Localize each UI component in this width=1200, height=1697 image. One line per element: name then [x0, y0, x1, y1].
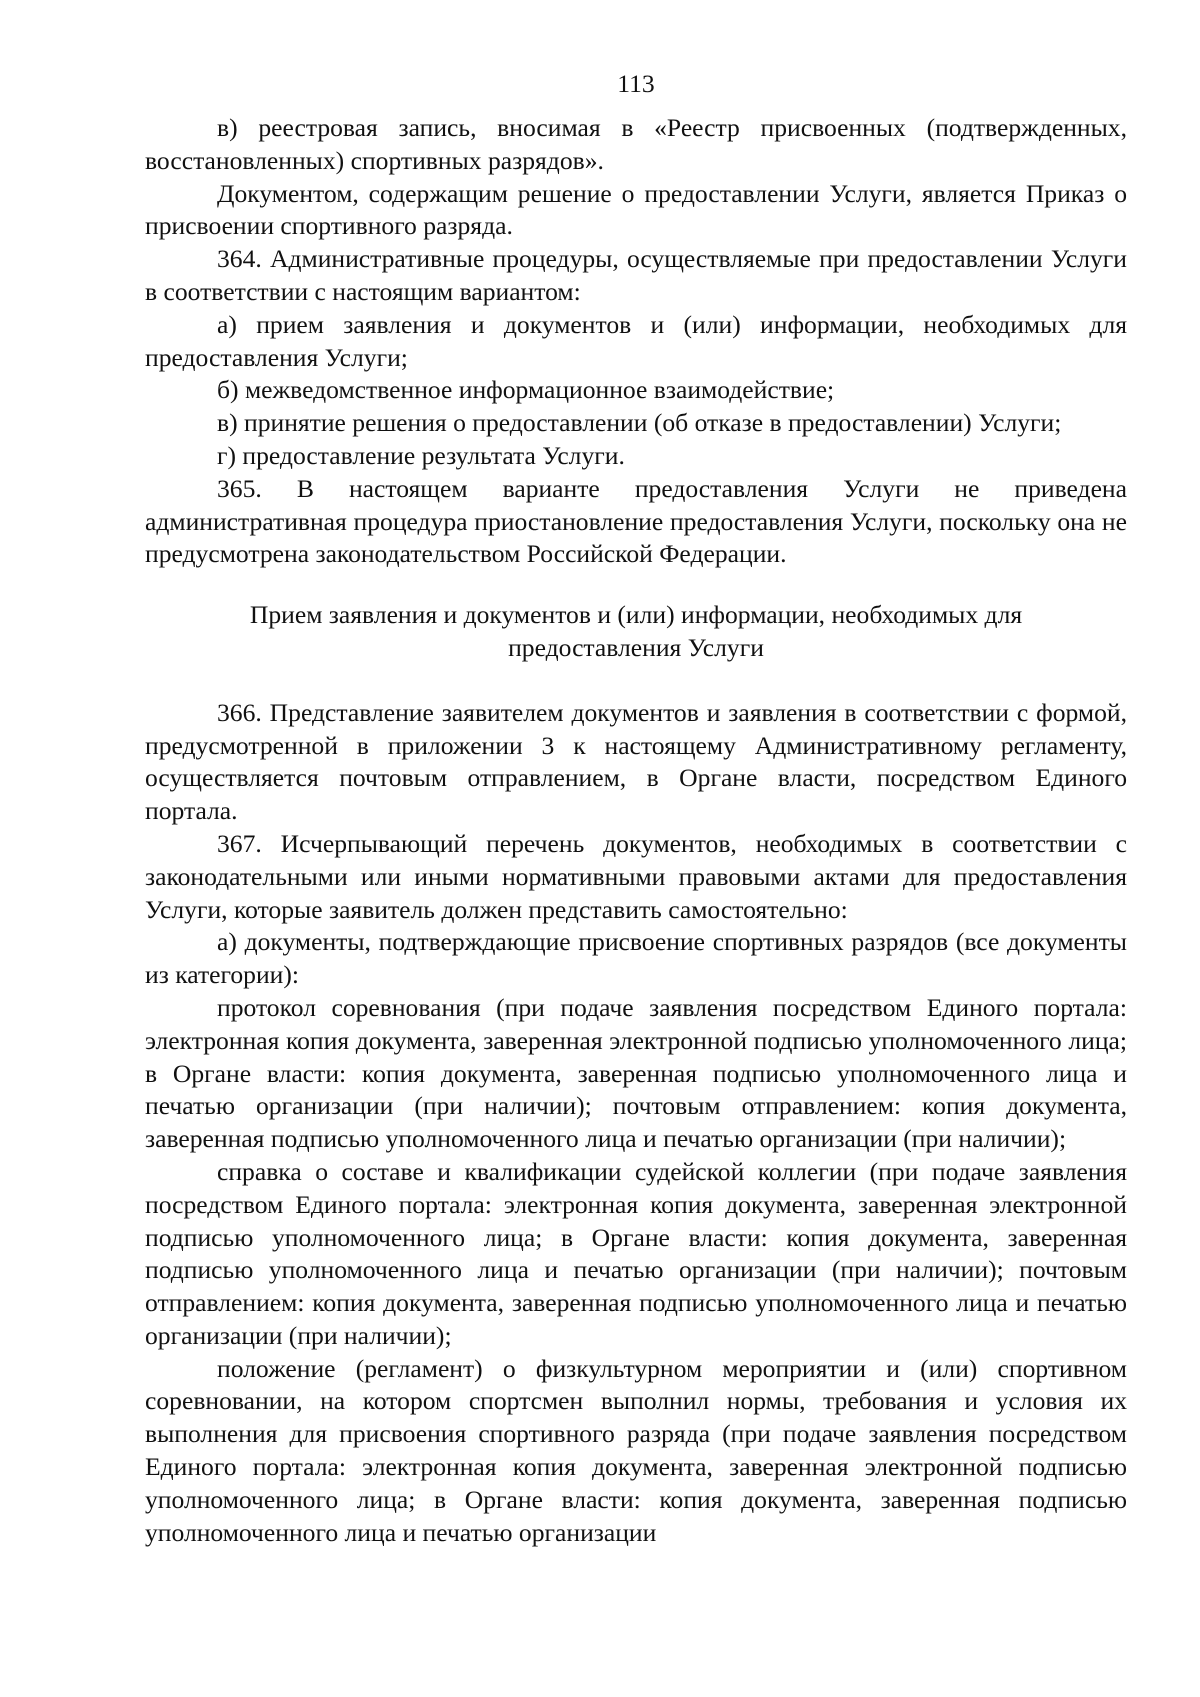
paragraph-367: 367. Исчерпывающий перечень документов, необходимых в соответствии с законодательными или иными нормативными правовыми актами для предоставления Услуги, которые заявитель должен представить самостоятельно: [145, 828, 1127, 924]
list-item-g: г) предоставление результата Услуги. [217, 440, 625, 470]
paragraph-event-regulation: положение (регламент) о физкультурном мероприятии и (или) спортивном соревновании, на котором спортсмен выполнил нормы, требования и условия их выполнения для присвоения спортивного разряда (при подаче заявления посредством Единого портала: электронная копия документа, заверенная электронной подписью уполномоченного лица; в Органе власти: копия документа, заверенная подписью уполномоченного лица и печатью организации [145, 1353, 1127, 1547]
paragraph-366: 366. Представление заявителем документов и заявления в соответствии с формой, предусмотренной в приложении 3 к настоящему Административному регламенту, осуществляется почтовым отправлением, в Органе власти, посредством Единого портала. [145, 697, 1127, 826]
section-heading-line-1: Прием заявления и документов и (или) информации, необходимых для [249, 600, 1023, 630]
paragraph-365: 365. В настоящем варианте предоставления Услуги не приведена административная процедура приостановление предоставления Услуги, поскольку она не предусмотрена законодательством Российской Федерации. [145, 473, 1127, 569]
list-item-a: а) прием заявления и документов и (или) информации, необходимых для предоставления Услуги; [145, 309, 1127, 372]
paragraph-competition-protocol: протокол соревнования (при подаче заявления посредством Единого портала: электронная копия документа, заверенная электронной подписью уполномоченного лица; в Органе власти: копия документа, заверенная подписью уполномоченного лица и печатью организации (при наличии); почтовым отправлением: копия документа, заверенная подписью уполномоченного лица и печатью организации (при наличии); [145, 992, 1127, 1154]
list-item-b: б) межведомственное информационное взаимодействие; [217, 375, 835, 405]
list-item-documents: а) документы, подтверждающие присвоение спортивных разрядов (все документы из категории): [145, 927, 1127, 990]
paragraph-registry-entry: в) реестровая запись, вносимая в «Реестр присвоенных (подтвержденных, восстановленных) спортивных разрядов». [145, 113, 1127, 175]
document-page [145, 68, 1127, 1549]
list-item-v: в) принятие решения о предоставлении (об отказе в предоставлении) Услуги; [217, 408, 1062, 438]
page-number: 113 [617, 69, 655, 98]
section-heading-line-2: предоставления Услуги [508, 632, 764, 662]
paragraph-decision-document: Документом, содержащим решение о предоставлении Услуги, является Приказ о присвоении спортивного разряда. [145, 178, 1127, 241]
paragraph-364: 364. Административные процедуры, осуществляемые при предоставлении Услуги в соответствии с настоящим вариантом: [145, 244, 1127, 306]
paragraph-judges-certificate: справка о составе и квалификации судейской коллегии (при подаче заявления посредством Единого портала: электронная копия документа, заверенная электронной подписью уполномоченного лица; в Органе власти: копия документа, заверенная подписью уполномоченного лица и печатью организации (при наличии); почтовым отправлением: копия документа, заверенная подписью уполномоченного лица и печатью организации (при наличии); [145, 1156, 1127, 1350]
section-heading [145, 599, 1127, 665]
